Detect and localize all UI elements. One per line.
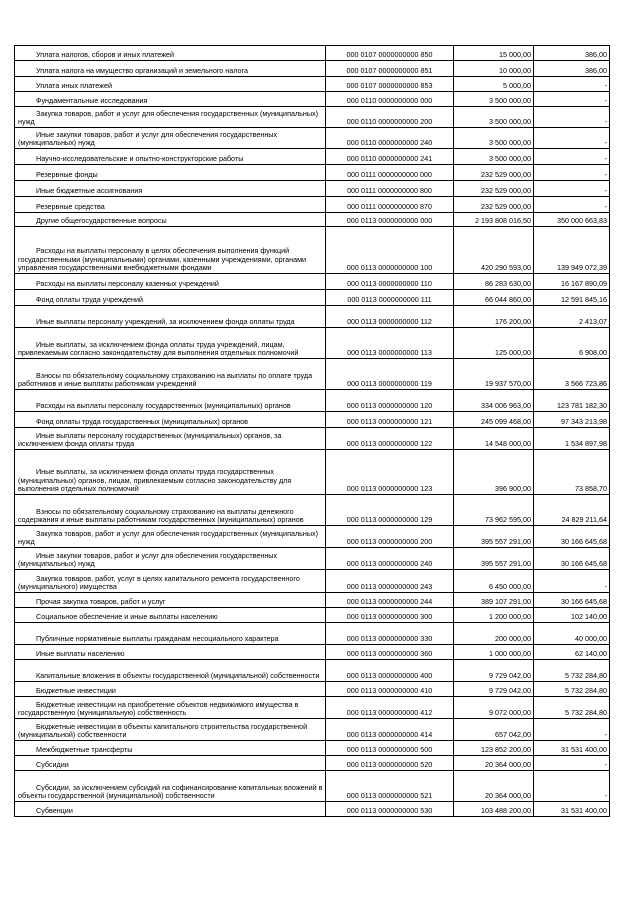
approved-amount-cell: 3 500 000,00 [454, 107, 534, 128]
executed-amount-cell: 5 732 284,80 [534, 660, 610, 682]
budget-code-cell: 000 0107 0000000000 850 [326, 46, 454, 61]
table-row [15, 92, 610, 107]
executed-amount-cell: 73 858,70 [534, 450, 610, 495]
table-row [15, 450, 610, 495]
table-row [15, 128, 610, 149]
budget-code-cell: 000 0111 0000000000 870 [326, 197, 454, 213]
approved-amount-cell: 125 000,00 [454, 328, 534, 359]
budget-code-cell: 000 0113 0000000000 244 [326, 593, 454, 608]
expense-name-cell: Субсидии, за исключением субсидий на софинансирование капитальных вложений в объекты государственной (муниципальной) собственности [15, 771, 326, 802]
executed-amount-cell: 30 166 645,68 [534, 548, 610, 570]
budget-code-cell: 000 0110 0000000000 200 [326, 107, 454, 128]
expense-name-cell: Закупка товаров, работ и услуг для обеспечения государственных (муниципальных) нужд [15, 526, 326, 548]
table-row [15, 682, 610, 697]
executed-amount-cell: - [534, 197, 610, 213]
table-body [15, 46, 610, 817]
expense-name-cell: Бюджетные инвестиции на приобретение объектов недвижимого имущества в государственную (муниципальную) собственность [15, 697, 326, 719]
approved-amount-cell: 3 500 000,00 [454, 92, 534, 107]
approved-amount-cell: 66 044 860,00 [454, 290, 534, 306]
expense-name-cell: Иные выплаты, за исключением фонда оплаты труда учреждений, лицам, привлекаемым согласно законодательству для выполнения отдельных полномочий [15, 328, 326, 359]
budget-code-cell: 000 0113 0000000000 521 [326, 771, 454, 802]
approved-amount-cell: 9 729 042,00 [454, 660, 534, 682]
expense-name-cell: Фонд оплаты труда учреждений [15, 290, 326, 306]
table-row [15, 741, 610, 756]
budget-code-cell: 000 0113 0000000000 112 [326, 306, 454, 328]
approved-amount-cell: 395 557 291,00 [454, 548, 534, 570]
executed-amount-cell: 139 949 072,39 [534, 227, 610, 274]
budget-code-cell: 000 0113 0000000000 129 [326, 495, 454, 526]
executed-amount-cell: 31 531 400,00 [534, 802, 610, 817]
table-row [15, 61, 610, 77]
budget-code-cell: 000 0113 0000000000 530 [326, 802, 454, 817]
table-row [15, 107, 610, 128]
executed-amount-cell: 31 531 400,00 [534, 741, 610, 756]
approved-amount-cell: 245 099 468,00 [454, 412, 534, 428]
budget-code-cell: 000 0113 0000000000 000 [326, 213, 454, 227]
approved-amount-cell: 5 000,00 [454, 77, 534, 92]
expense-name-cell: Иные закупки товаров, работ и услуг для обеспечения государственных (муниципальных) нужд [15, 548, 326, 570]
budget-code-cell: 000 0113 0000000000 240 [326, 548, 454, 570]
table-row [15, 802, 610, 817]
table-row [15, 771, 610, 802]
approved-amount-cell: 232 529 000,00 [454, 197, 534, 213]
approved-amount-cell: 396 900,00 [454, 450, 534, 495]
approved-amount-cell: 14 548 000,00 [454, 428, 534, 450]
approved-amount-cell: 3 500 000,00 [454, 128, 534, 149]
approved-amount-cell: 232 529 000,00 [454, 165, 534, 181]
budget-code-cell: 000 0111 0000000000 000 [326, 165, 454, 181]
executed-amount-cell: 30 166 645,68 [534, 593, 610, 608]
approved-amount-cell: 2 193 808 016,50 [454, 213, 534, 227]
table-row [15, 328, 610, 359]
budget-code-cell: 000 0113 0000000000 119 [326, 359, 454, 390]
executed-amount-cell: 40 000,00 [534, 623, 610, 645]
table-row [15, 660, 610, 682]
approved-amount-cell: 6 450 000,00 [454, 570, 534, 593]
executed-amount-cell: 102 140,00 [534, 608, 610, 623]
expense-name-cell: Закупка товаров, работ, услуг в целях капитального ремонта государственного (муниципального) имущества [15, 570, 326, 593]
executed-amount-cell: - [534, 756, 610, 771]
approved-amount-cell: 20 364 000,00 [454, 771, 534, 802]
executed-amount-cell: - [534, 107, 610, 128]
budget-code-cell: 000 0107 0000000000 853 [326, 77, 454, 92]
expense-name-cell: Уплата иных платежей [15, 77, 326, 92]
budget-code-cell: 000 0113 0000000000 243 [326, 570, 454, 593]
approved-amount-cell: 9 729 042,00 [454, 682, 534, 697]
budget-code-cell: 000 0113 0000000000 123 [326, 450, 454, 495]
approved-amount-cell: 176 200,00 [454, 306, 534, 328]
table-row [15, 428, 610, 450]
executed-amount-cell: 62 140,00 [534, 645, 610, 660]
budget-code-cell: 000 0113 0000000000 520 [326, 756, 454, 771]
executed-amount-cell: - [534, 771, 610, 802]
expense-name-cell: Взносы по обязательному социальному страхованию на выплаты по оплате труда работников и иные выплаты работникам учреждений [15, 359, 326, 390]
expense-name-cell: Социальное обеспечение и иные выплаты населению [15, 608, 326, 623]
table-row [15, 359, 610, 390]
approved-amount-cell: 9 072 000,00 [454, 697, 534, 719]
executed-amount-cell: 16 167 890,09 [534, 274, 610, 290]
executed-amount-cell: - [534, 181, 610, 197]
expense-name-cell: Межбюджетные трансферты [15, 741, 326, 756]
budget-code-cell: 000 0110 0000000000 000 [326, 92, 454, 107]
budget-code-cell: 000 0113 0000000000 113 [326, 328, 454, 359]
table-row [15, 593, 610, 608]
approved-amount-cell: 389 107 291,00 [454, 593, 534, 608]
expense-name-cell: Резервные средства [15, 197, 326, 213]
table-row [15, 390, 610, 412]
table-row [15, 197, 610, 213]
table-row [15, 77, 610, 92]
executed-amount-cell: 1 534 897,98 [534, 428, 610, 450]
expense-name-cell: Иные выплаты персоналу учреждений, за исключением фонда оплаты труда [15, 306, 326, 328]
approved-amount-cell: 15 000,00 [454, 46, 534, 61]
executed-amount-cell: - [534, 165, 610, 181]
approved-amount-cell: 19 937 570,00 [454, 359, 534, 390]
approved-amount-cell: 3 500 000,00 [454, 149, 534, 165]
approved-amount-cell: 334 006 963,00 [454, 390, 534, 412]
expense-name-cell: Субвенции [15, 802, 326, 817]
executed-amount-cell: 386,00 [534, 46, 610, 61]
table-row [15, 227, 610, 274]
budget-code-cell: 000 0113 0000000000 121 [326, 412, 454, 428]
budget-code-cell: 000 0113 0000000000 122 [326, 428, 454, 450]
executed-amount-cell: 5 732 284,80 [534, 697, 610, 719]
table-row [15, 213, 610, 227]
table-row [15, 495, 610, 526]
executed-amount-cell: 97 343 213,98 [534, 412, 610, 428]
budget-code-cell: 000 0113 0000000000 330 [326, 623, 454, 645]
approved-amount-cell: 10 000,00 [454, 61, 534, 77]
table-row [15, 149, 610, 165]
executed-amount-cell: 386,00 [534, 61, 610, 77]
table-row [15, 623, 610, 645]
expense-name-cell: Расходы на выплаты персоналу казенных учреждений [15, 274, 326, 290]
executed-amount-cell: - [534, 92, 610, 107]
executed-amount-cell: 6 908,00 [534, 328, 610, 359]
budget-expenditure-table [14, 45, 610, 817]
executed-amount-cell: 24 829 211,64 [534, 495, 610, 526]
table-row [15, 756, 610, 771]
executed-amount-cell: - [534, 719, 610, 741]
approved-amount-cell: 86 283 630,00 [454, 274, 534, 290]
table-row [15, 46, 610, 61]
executed-amount-cell: 12 591 845,16 [534, 290, 610, 306]
budget-code-cell: 000 0113 0000000000 414 [326, 719, 454, 741]
executed-amount-cell: 3 566 723,86 [534, 359, 610, 390]
expense-name-cell: Прочая закупка товаров, работ и услуг [15, 593, 326, 608]
expense-name-cell: Взносы по обязательному социальному страхованию на выплаты денежного содержания и иные выплаты работникам государственных (муниципальных) органов [15, 495, 326, 526]
budget-code-cell: 000 0113 0000000000 200 [326, 526, 454, 548]
approved-amount-cell: 395 557 291,00 [454, 526, 534, 548]
expense-name-cell: Фундаментальные исследования [15, 92, 326, 107]
table-row [15, 412, 610, 428]
table-row [15, 181, 610, 197]
table-row [15, 548, 610, 570]
executed-amount-cell: 2 413,07 [534, 306, 610, 328]
expense-name-cell: Другие общегосударственные вопросы [15, 213, 326, 227]
approved-amount-cell: 232 529 000,00 [454, 181, 534, 197]
approved-amount-cell: 657 042,00 [454, 719, 534, 741]
expense-name-cell: Субсидии [15, 756, 326, 771]
approved-amount-cell: 20 364 000,00 [454, 756, 534, 771]
table-row [15, 306, 610, 328]
table-row [15, 526, 610, 548]
expense-name-cell: Расходы на выплаты персоналу в целях обеспечения выполнения функций государственными (муниципальными) органами, казенными учреждениями, органами управления государственными внебюджетными фондами [15, 227, 326, 274]
expense-name-cell: Публичные нормативные выплаты гражданам несоциального характера [15, 623, 326, 645]
expense-name-cell: Иные закупки товаров, работ и услуг для обеспечения государственных (муниципальных) нужд [15, 128, 326, 149]
table-row [15, 719, 610, 741]
budget-code-cell: 000 0107 0000000000 851 [326, 61, 454, 77]
approved-amount-cell: 420 290 593,00 [454, 227, 534, 274]
budget-code-cell: 000 0113 0000000000 412 [326, 697, 454, 719]
expense-name-cell: Резервные фонды [15, 165, 326, 181]
approved-amount-cell: 73 962 595,00 [454, 495, 534, 526]
executed-amount-cell: 30 166 645,68 [534, 526, 610, 548]
approved-amount-cell: 103 488 200,00 [454, 802, 534, 817]
expense-name-cell: Иные бюджетные ассигнования [15, 181, 326, 197]
table-row [15, 697, 610, 719]
expense-name-cell: Капитальные вложения в объекты государственной (муниципальной) собственности [15, 660, 326, 682]
expense-name-cell: Уплата налогов, сборов и иных платежей [15, 46, 326, 61]
budget-code-cell: 000 0113 0000000000 500 [326, 741, 454, 756]
budget-code-cell: 000 0113 0000000000 100 [326, 227, 454, 274]
expense-name-cell: Бюджетные инвестиции [15, 682, 326, 697]
approved-amount-cell: 123 852 200,00 [454, 741, 534, 756]
executed-amount-cell: - [534, 128, 610, 149]
approved-amount-cell: 200 000,00 [454, 623, 534, 645]
expense-name-cell: Иные выплаты, за исключением фонда оплаты труда государственных (муниципальных) органов, лицам, привлекаемым согласно законодательству для выполнения отдельных полномочий [15, 450, 326, 495]
expense-name-cell: Бюджетные инвестиции в объекты капитального строительства государственной (муниципальной) собственности [15, 719, 326, 741]
table-row [15, 570, 610, 593]
budget-code-cell: 000 0110 0000000000 241 [326, 149, 454, 165]
expense-name-cell: Фонд оплаты труда государственных (муниципальных) органов [15, 412, 326, 428]
budget-code-cell: 000 0113 0000000000 400 [326, 660, 454, 682]
executed-amount-cell: 123 781 182,30 [534, 390, 610, 412]
budget-code-cell: 000 0113 0000000000 110 [326, 274, 454, 290]
expense-name-cell: Иные выплаты населению [15, 645, 326, 660]
budget-code-cell: 000 0113 0000000000 111 [326, 290, 454, 306]
expense-name-cell: Научно-исследовательские и опытно-конструкторские работы [15, 149, 326, 165]
budget-code-cell: 000 0111 0000000000 800 [326, 181, 454, 197]
table-row [15, 290, 610, 306]
budget-code-cell: 000 0113 0000000000 360 [326, 645, 454, 660]
executed-amount-cell: 350 000 663,83 [534, 213, 610, 227]
table-row [15, 645, 610, 660]
approved-amount-cell: 1 000 000,00 [454, 645, 534, 660]
expense-name-cell: Расходы на выплаты персоналу государственных (муниципальных) органов [15, 390, 326, 412]
table-row [15, 165, 610, 181]
expense-name-cell: Уплата налога на имущество организаций и земельного налога [15, 61, 326, 77]
executed-amount-cell: - [534, 570, 610, 593]
budget-code-cell: 000 0110 0000000000 240 [326, 128, 454, 149]
executed-amount-cell: 5 732 284,80 [534, 682, 610, 697]
approved-amount-cell: 1 200 000,00 [454, 608, 534, 623]
budget-code-cell: 000 0113 0000000000 410 [326, 682, 454, 697]
executed-amount-cell: - [534, 77, 610, 92]
budget-code-cell: 000 0113 0000000000 300 [326, 608, 454, 623]
expense-name-cell: Закупка товаров, работ и услуг для обеспечения государственных (муниципальных) нужд [15, 107, 326, 128]
expense-name-cell: Иные выплаты персоналу государственных (муниципальных) органов, за исключением фонда оплаты труда [15, 428, 326, 450]
table-row [15, 274, 610, 290]
executed-amount-cell: - [534, 149, 610, 165]
table-row [15, 608, 610, 623]
budget-code-cell: 000 0113 0000000000 120 [326, 390, 454, 412]
